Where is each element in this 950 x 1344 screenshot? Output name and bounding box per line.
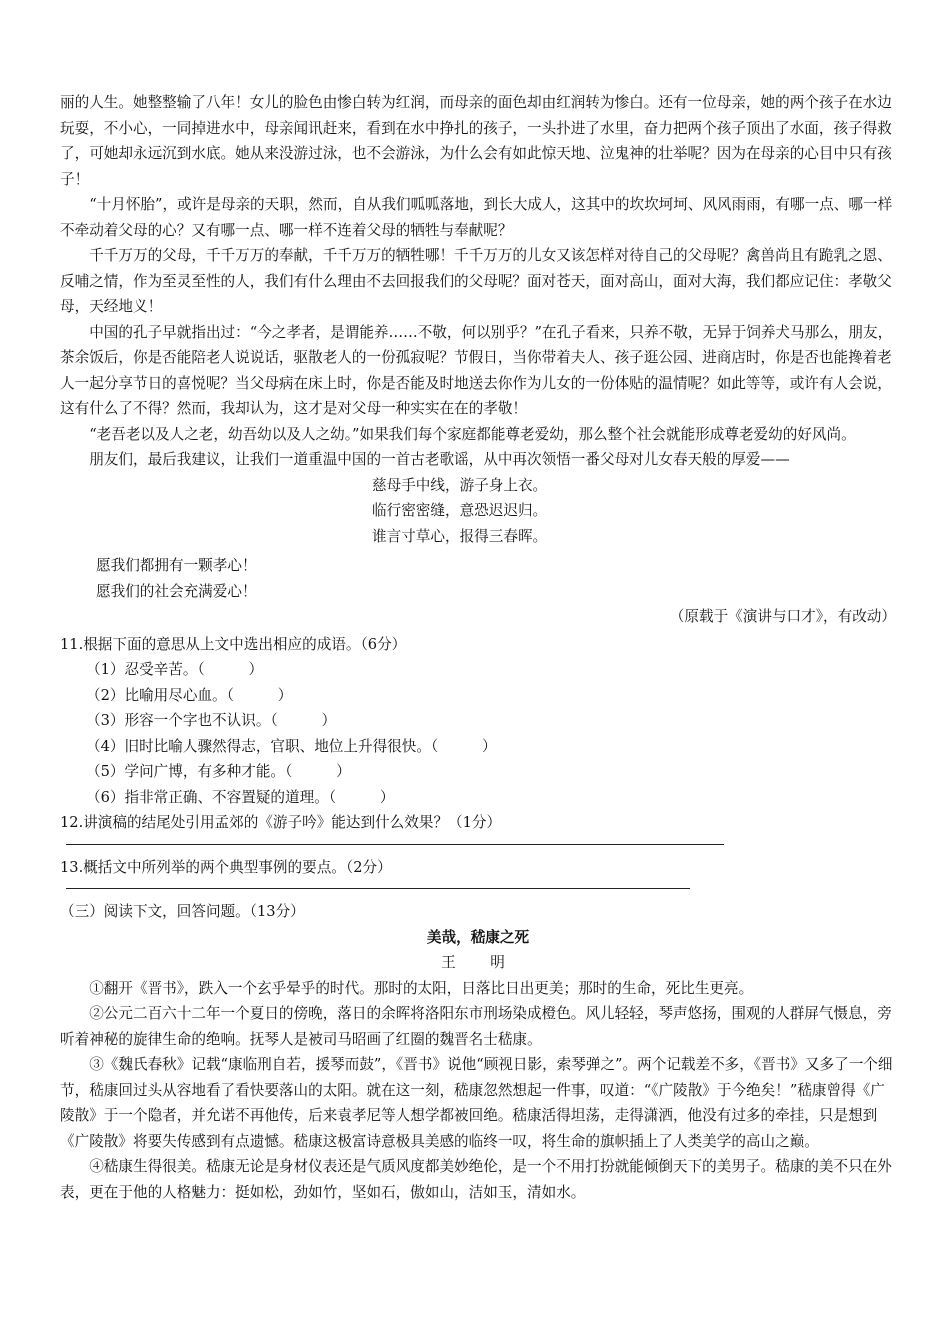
article-paragraph: “十月怀胎”，或许是母亲的天职，然而，自从我们呱呱落地，到长大成人，这其中的坎坎坷坷、风风雨雨，有哪一点、哪一样不牵动着父母的心？又有哪一点、哪一样不连着父母的牺牲与奉献呢？ xyxy=(60,196,893,239)
article-paragraph: 朋友们，最后我建议，让我们一道重温中国的一首古老歌谣，从中再次领悟一番父母对儿女春天般的厚爱—— xyxy=(89,451,790,468)
article-paragraph: ①翻开《晋书》，跌入一个玄乎晕乎的时代。那时的太阳，日落比日出更美；那时的生命，死比生更亮。 xyxy=(89,979,754,997)
question-13: 13.概括文中所列举的两个典型事例的要点。（2分） xyxy=(60,858,392,876)
poem xyxy=(60,473,896,550)
answer-line-13[interactable] xyxy=(66,888,690,889)
question-11-item: （6）指非常正确、不容置疑的道理。（ ） xyxy=(86,788,395,806)
article-paragraph: 千千万万的父母，千千万万的奉献，千千万万的牺牲哪！千千万万的儿女又该怎样对待自己的父母呢？禽兽尚且有跪乳之恩、反哺之情，作为至灵至性的人，我们有什么理由不去回报我们的父母呢？面对苍天，面对高山，面对大海，我们都应记住：孝敬父母，天经地义！ xyxy=(60,247,892,315)
article-paragraph: 丽的人生。她整整输了八年！女儿的脸色由惨白转为红润，而母亲的面色却由红润转为惨白。还有一位母亲，她的两个孩子在水边玩耍，不小心，一同掉进水中，母亲闻讯赶来，看到在水中挣扎的孩子，一头扑进了水里，奋力把两个孩子顶出了水面，孩子得救了，可她却永远沉到水底。她从来没游过泳，也不会游泳，为什么会有如此惊天地、泣鬼神的壮举呢？因为在母亲的心目中只有孩子！ xyxy=(60,94,892,188)
article-author: 王 明 xyxy=(441,954,515,971)
article-paragraph: ④嵇康生得很美。嵇康无论是身材仪表还是气质风度都美妙绝伦，是一个不用打扮就能倾倒天下的美男子。嵇康的美不只在外表，更在于他的人格魅力：挺如松，劲如竹，坚如石，傲如山，洁如玉，清如水。 xyxy=(60,1158,892,1201)
article-paragraph: ③《魏氏春秋》记载“康临刑自若，援琴而鼓”，《晋书》说他“顾视日影，索琴弹之”。两个记载差不多，《晋书》又多了一个细节，嵇康回过头从容地看了看快要落山的太阳。就在这一刻，嵇康忽然想起一件事，叹道：“《广陵散》于今绝矣！”嵇康曾得《广陵散》于一个隐者，并允诺不再他传，后来袁孝尼等人想学都被回绝。嵇康活得坦荡，走得潇洒，他没有过多的牵挂，只是想到《广陵散》将要失传感到有点遗憾。嵇康这极富诗意极具美感的临终一叹，将生命的旗帜插上了人类美学的高山之巅。 xyxy=(60,1056,893,1150)
article-title: 美哉，嵇康之死 xyxy=(426,928,530,946)
closing-wish: 愿我们的社会充满爱心！ xyxy=(96,582,257,600)
article-paragraph: 中国的孔子早就指出过：“今之孝者，是谓能养……不敬，何以别乎？”在孔子看来，只养不敬，无异于饲养犬马那么，朋友，茶余饭后，你是否能陪老人说说话，驱散老人的一份孤寂呢？节假日，当你带着夫人、孩子逛公园、进商店时，你是否也能搀着老人一起分享节日的喜悦呢？当父母病在床上时，你是否能及时地送去你作为儿女的一份体贴的温情呢？如此等等，或许有人会说，这有什么了不得？然而，我却认为，这才是对父母一种实实在在的孝敬！ xyxy=(60,323,893,417)
question-11-item: （4）旧时比喻人骤然得志，官职、地位上升得很快。（ ） xyxy=(86,737,497,755)
question-11-item: （1）忍受辛苦。（ ） xyxy=(86,661,264,678)
question-12: 12.讲演稿的结尾处引用孟郊的《游子吟》能达到什么效果？（1分） xyxy=(60,814,502,831)
question-11: 11.根据下面的意思从上文中选出相应的成语。（6分） xyxy=(60,635,407,653)
section-3-header: （三）阅读下文，回答问题。（13分） xyxy=(60,903,305,920)
poem-line: 谁言寸草心，报得三春晖。 xyxy=(372,527,548,545)
question-11-item: （3）形容一个字也不认识。（ ） xyxy=(86,712,337,729)
answer-line-12[interactable] xyxy=(66,844,724,845)
poem-line: 临行密密缝，意恐迟迟归。 xyxy=(372,502,548,519)
poem-line: 慈母手中线，游子身上衣。 xyxy=(372,476,548,494)
document-page xyxy=(60,90,896,1205)
question-11-item: （2）比喻用尽心血。（ ） xyxy=(86,686,293,704)
source-citation: （原载于《演讲与口才》，有改动） xyxy=(669,608,896,625)
article-paragraph: ②公元二百六十二年一个夏日的傍晚，落日的余晖将洛阳东市刑场染成橙色。风儿轻轻，琴声悠扬，围观的人群屏气慑息，旁听着神秘的旋律生命的绝响。抚琴人是被司马昭画了红圈的魏晋名士嵇康。 xyxy=(60,1005,892,1048)
question-11-item: （5）学问广博，有多种才能。（ ） xyxy=(86,763,351,780)
closing-wish: 愿我们都拥有一颗孝心！ xyxy=(96,557,257,574)
article-paragraph: “老吾老以及人之老，幼吾幼以及人之幼。”如果我们每个家庭都能尊老爱幼，那么整个社会就能形成尊老爱幼的好风尚。 xyxy=(89,425,856,443)
